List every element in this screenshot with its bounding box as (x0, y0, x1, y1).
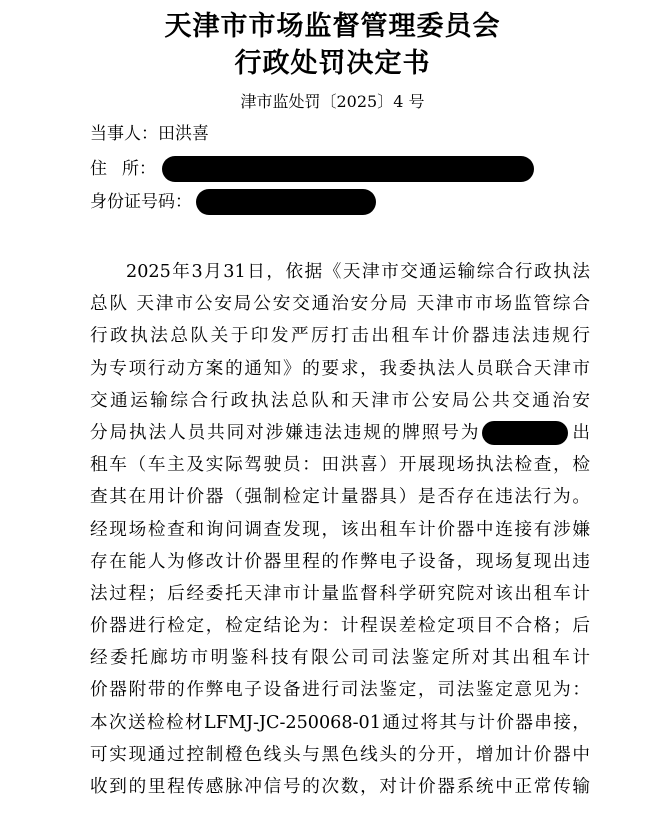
body-line: 价器附带的作弊电子设备进行司法鉴定，司法鉴定意见为： (90, 680, 590, 701)
body-line: 收到的里程传感脉冲信号的次数，对计价器系统中正常传输 (90, 777, 590, 797)
body-line: 为专项行动方案的通知》的要求，我委执法人员联合天津市 (90, 358, 590, 379)
id-number-redaction (196, 189, 376, 215)
id-number-label: 身份证号码： (90, 192, 192, 212)
address-label-part-1: 住 (90, 159, 107, 179)
body-line: 法过程；后经委托天津市计量监督科学研究院对该出租车计 (90, 583, 590, 604)
address-label (90, 156, 156, 182)
body-line: 行政执法总队关于印发严厉打击出租车计价器违法违规行 (90, 326, 590, 347)
document-type-title: 行政处罚决定书 (234, 48, 431, 79)
body-line: 经现场检查和询问调查发现，该出租车计价器中连接有涉嫌 (90, 519, 590, 540)
body-line: 本次送检检材LFMJ-JC-250068-01通过将其与计价器串接， (90, 712, 590, 733)
agency-title: 天津市市场监督管理委员会 (164, 11, 501, 42)
party-value: 田洪喜 (158, 124, 209, 144)
body-line: 2025年3月31日，依据《天津市交通运输综合行政执法 (126, 262, 590, 282)
party-label: 当事人： (90, 124, 158, 144)
party-field (90, 121, 209, 147)
body-line-with-redaction (90, 417, 590, 449)
body-line-segment: 分局执法人员共同对涉嫌违法违规的牌照号为 (90, 422, 481, 443)
body-line: 存在能人为修改计价器里程的作弊电子设备，现场复现出违 (90, 551, 590, 572)
body-line-segment: 出 (570, 422, 590, 443)
body-line: 经委托廊坊市明鉴科技有限公司司法鉴定所对其出租车计 (90, 648, 590, 669)
body-line: 租车（车主及实际驾驶员：田洪喜）开展现场执法检查，检 (90, 455, 590, 476)
address-field (90, 156, 534, 182)
address-label-part-2: 所： (122, 159, 156, 179)
id-number-field (90, 189, 376, 215)
body-line: 交通运输综合行政执法总队和天津市公安局公共交通治安 (90, 390, 590, 411)
body-line: 查其在用计价器（强制检定计量器具）是否存在违法行为。 (90, 487, 590, 508)
body-line: 可实现通过控制橙色线头与黑色线头的分开，增加计价器中 (90, 744, 590, 765)
body-line: 价器进行检定，检定结论为：计程误差检定项目不合格；后 (90, 616, 590, 637)
decision-body (90, 256, 590, 803)
document-number: 津市监处罚〔2025〕4 号 (240, 92, 425, 111)
body-line: 总队 天津市公安局公安交通治安分局 天津市市场监管综合 (90, 294, 590, 315)
plate-number-redaction (482, 421, 568, 445)
address-redaction (162, 156, 534, 182)
